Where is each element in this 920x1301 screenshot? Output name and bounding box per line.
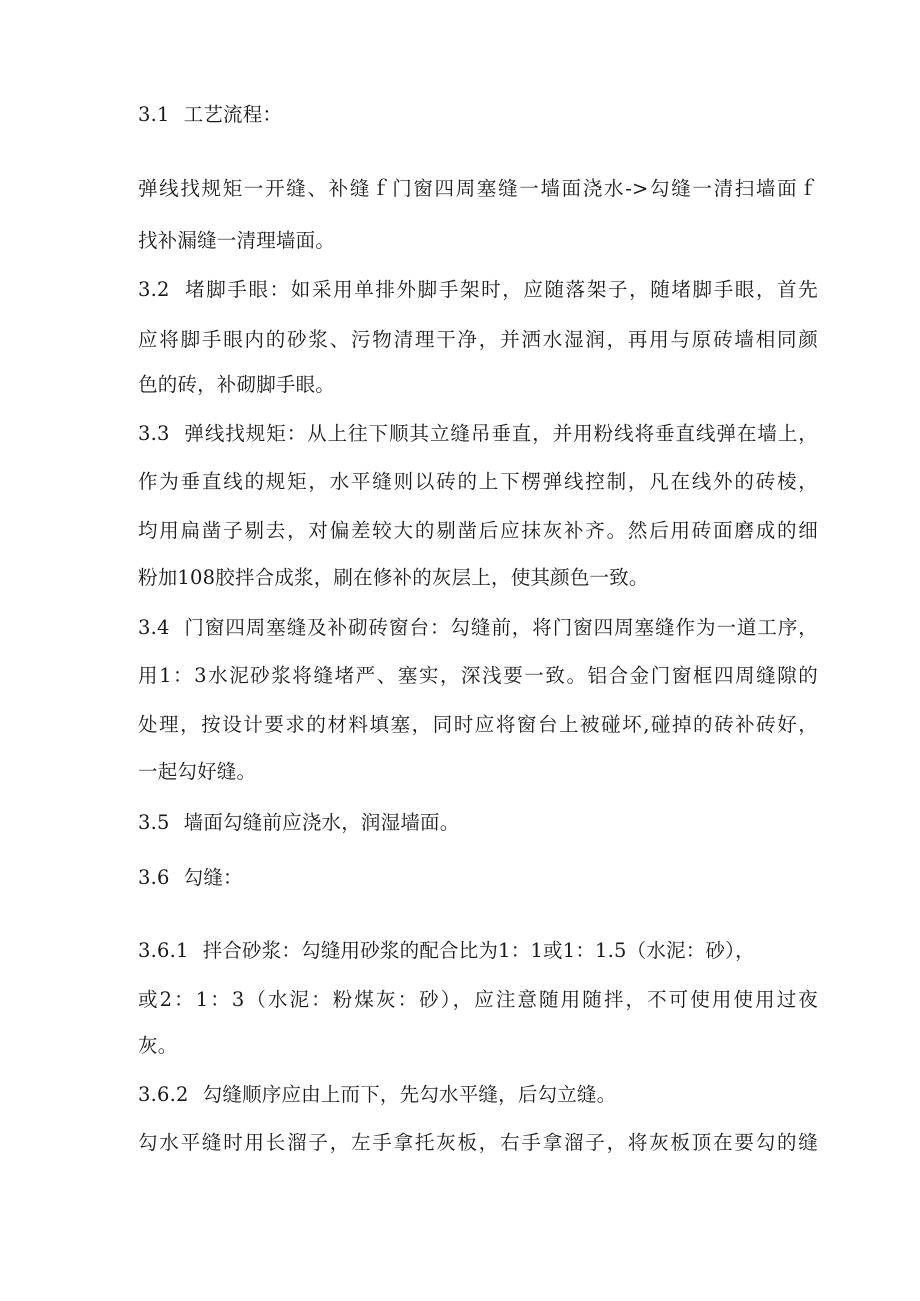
paragraph-text: 一起勾好缝。 [138,760,257,783]
paragraph-text: 色的砖，补砌脚手眼。 [138,373,336,396]
section-number: 3.1 [138,103,170,126]
paragraph-text: 勾水平缝时用长溜子，左手拿托灰板，右手拿溜子，将灰板顶在要勾的缝 [138,1131,818,1154]
paragraph-text: 勾缝： [183,866,243,889]
paragraph-line [138,1034,818,1058]
heading-3-6-2 [138,1083,818,1107]
heading-3-6-1 [138,939,818,963]
heading-3-4 [138,616,818,640]
paragraph-text: 或2：1：3（水泥：粉煤灰：砂），应注意随用随拌，不可使用使用过夜 [138,988,818,1011]
heading-3-1 [138,103,818,127]
paragraph-line [138,229,818,253]
paragraph-text: 弹线找规矩：从上往下顺其立缝吊垂直，并用粉线将垂直线弹在墙上， [183,422,818,445]
heading-3-6 [138,866,818,890]
heading-3-5 [138,811,818,835]
paragraph-text: 门窗四周塞缝及补砌砖窗台：勾缝前，将门窗四周塞缝作为一道工序， [183,616,818,639]
section-number: 3.6.1 [138,939,189,962]
paragraph-text: 找补漏缝一清理墙面。 [138,229,336,252]
section-number: 3.6.2 [138,1083,189,1106]
section-number: 3.6 [138,866,170,889]
paragraph-line [138,760,818,784]
paragraph-text: 粉加108胶拌合成浆，刷在修补的灰层上，使其颜色一致。 [138,566,649,589]
paragraph-line [138,1131,818,1155]
paragraph-text: 勾缝顺序应由上而下，先勾水平缝，后勾立缝。 [202,1083,617,1106]
section-number: 3.4 [138,616,170,639]
paragraph-text: 用1：3水泥砂浆将缝堵严、塞实，深浅要一致。铝合金门窗框四周缝隙的 [138,664,818,687]
section-number: 3.3 [138,422,170,445]
heading-3-3 [138,422,818,446]
section-number: 3.5 [138,811,170,834]
paragraph-text: 工艺流程： [183,103,283,126]
paragraph-text: 处理，按设计要求的材料填塞，同时应将窗台上被碰坏,碰掉的砖补砖好， [138,713,818,736]
paragraph-text: 应将脚手眼内的砂浆、污物清理干净，并洒水湿润，再用与原砖墙相同颜 [138,328,818,351]
paragraph-text: 墙面勾缝前应浇水，润湿墙面。 [183,811,460,834]
paragraph-text: 弹线找规矩一开缝、补缝ｆ门窗四周塞缝一墙面浇水->勾缝一清扫墙面ｆ [138,177,818,200]
paragraph-line [138,664,818,688]
paragraph-line [138,519,818,543]
paragraph-text: 作为垂直线的规矩，水平缝则以砖的上下楞弹线控制，凡在线外的砖棱， [138,470,818,493]
paragraph-line [138,713,818,737]
paragraph-text: 拌合砂浆：勾缝用砂浆的配合比为1：1或1：1.5（水泥：砂）， [202,939,755,962]
section-number: 3.2 [138,278,170,301]
paragraph-line [138,988,818,1012]
paragraph-line [138,328,818,352]
paragraph-line [138,177,818,201]
paragraph-line [138,373,818,397]
paragraph-text: 均用扁凿子剔去，对偏差较大的剔凿后应抹灰补齐。然后用砖面磨成的细 [138,519,818,542]
paragraph-text: 灰。 [138,1034,178,1057]
heading-3-2 [138,278,818,302]
paragraph-line [138,470,818,494]
paragraph-line [138,566,818,590]
paragraph-text: 堵脚手眼：如采用单排外脚手架时，应随落架子，随堵脚手眼，首先 [183,278,818,301]
